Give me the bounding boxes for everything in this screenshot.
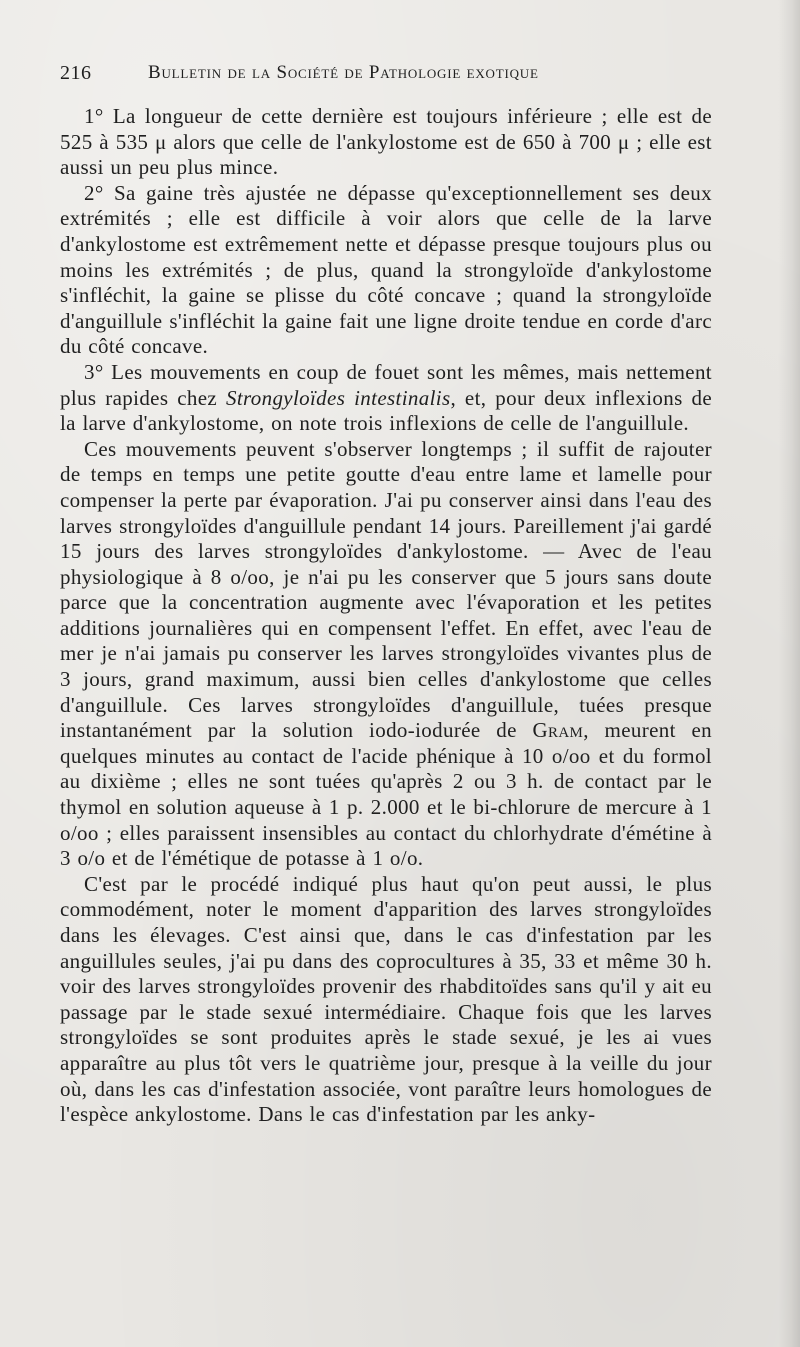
paragraph-appearance-timing (60, 872, 712, 1128)
running-title: Bulletin de la Société de Pathologie exotique (148, 62, 539, 83)
body-text (60, 104, 712, 1128)
paragraph-movements (60, 360, 712, 437)
page-number: 216 (60, 62, 92, 84)
paragraph-text-after: , meurent en quelques minutes au contact de l'acide phénique à 10 o/oo et du formol au dixième ; elles ne sont tuées qu'après 2 ou 3 h. de contact par le thymol en solution aqueuse à 1 p. 2.000 et le bi-chlorure de mercure à 1 o/oo ; elles paraissent insensibles au contact du chlorhydrate d'émétine à 3 o/o et de l'émétique de potasse à 1 o/o. (60, 718, 713, 871)
paragraph-text-before: Ces mouvements peuvent s'observer longtemps ; il suffit de rajouter de temps en temps une petite goutte d'eau entre lame et lamelle pour compenser la perte par évaporation. J'ai pu conserver ainsi dans l'eau des larves strongyloïdes d'anguillule pendant 14 jours. Pareillement j'ai gardé 15 jours des larves strongyloïdes d'ankylostome. — Avec de l'eau physiologique à 8 o/oo, je n'ai pu les conserver que 5 jours sans doute parce que la concentration augmente avec l'évaporation et les petites additions journalières qui en compensent l'effet. En effet, avec l'eau de mer je n'ai jamais pu conserver les larves strongyloïdes vivantes plus de 3 jours, grand maximum, aussi bien celles d'ankylostome que celles d'anguillule. Ces larves strongyloïdes d'anguillule, tuées presque instantanément par la solution iodo-iodurée de (60, 436, 712, 743)
paragraph-text: 2° Sa gaine très ajustée ne dépasse qu'exceptionnellement ses deux extrémités ; elle est difficile à voir alors que celle de la larve d'ankylostome est extrêmement nette et dépasse presque toujours plus ou moins les extrémités ; de plus, quand la strongyloïde d'ankylostome s'infléchit, la gaine se plisse du côté concave ; quand la strongyloïde d'anguillule s'infléchit la gaine fait une ligne droite tendue en corde d'arc du côté concave. (60, 180, 712, 359)
author-name-gram: Gram (532, 718, 584, 743)
page-edge-shadow (778, 0, 800, 1347)
running-header (60, 62, 740, 90)
paragraph-length-difference (60, 104, 712, 181)
paragraph-survival (60, 437, 712, 872)
species-name: Strongyloïdes intestinalis (225, 385, 451, 410)
paragraph-sheath-difference (60, 181, 712, 360)
paragraph-text: 1° La longueur de cette dernière est toujours inférieure ; elle est de 525 à 535 μ alors que celle de l'ankylostome est de 650 à 700 μ ; elle est aussi un peu plus mince. (60, 104, 712, 180)
paragraph-text-before: 3° Les mouvements en coup de fouet sont les mêmes, mais nettement plus rapides chez (60, 359, 712, 410)
paragraph-text-after: , et, pour deux inflexions de la larve d'ankylostome, on note trois inflexions de celle de l'anguillule. (60, 385, 712, 436)
paragraph-text: C'est par le procédé indiqué plus haut qu'on peut aussi, le plus commodément, noter le moment d'apparition des larves strongyloïdes dans les élevages. C'est ainsi que, dans le cas d'infestation par les anguillules seules, j'ai pu dans des coprocultures à 35, 33 et même 30 h. voir des larves strongyloïdes provenir des rhabditoïdes sans qu'il y ait eu passage par le stade sexué intermédiaire. Chaque fois que les larves strongyloïdes se sont produites après le stade sexué, je les ai vues apparaître au plus tôt vers le quatrième jour, presque à la veille du jour où, dans les cas d'infestation associée, vont paraître leurs homologues de l'espèce ankylostome. Dans le cas d'infestation par les anky- (60, 871, 712, 1127)
